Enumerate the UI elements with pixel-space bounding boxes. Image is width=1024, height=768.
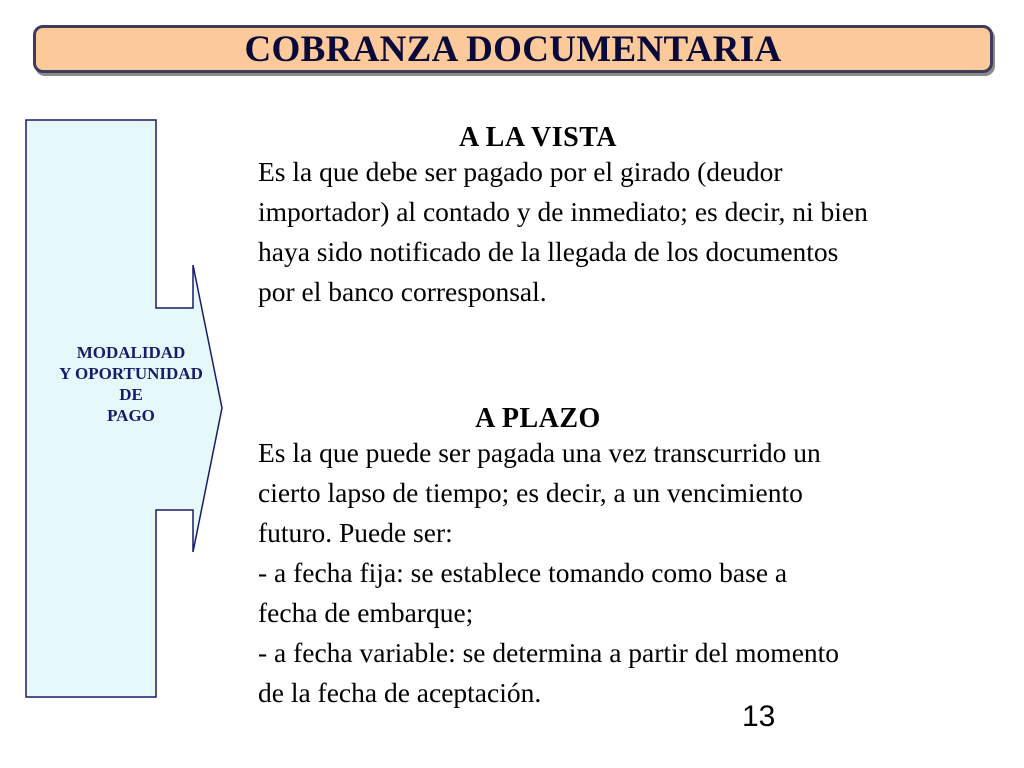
section-body (258, 152, 1018, 312)
modality-label-line: PAGO (107, 406, 155, 425)
section-heading: A PLAZO (475, 403, 601, 434)
body-line: Es la que debe ser pagado por el girado (deudor (258, 156, 783, 187)
body-line: - a fecha fija: se establece tomando como base a (258, 557, 788, 588)
body-line: haya sido notificado de la llegada de los documentos (258, 236, 839, 267)
modality-label-line: DE (119, 385, 143, 404)
body-line: cierto lapso de tiempo; es decir, a un vencimiento (258, 477, 803, 508)
body-line: - a fecha variable: se determina a partir del momento (258, 637, 840, 668)
body-line: de la fecha de aceptación. (258, 677, 542, 708)
body-line: Es la que puede ser pagada una vez transcurrido un (258, 437, 821, 468)
body-line: futuro. Puede ser: (258, 517, 453, 548)
section-a-plazo (258, 403, 1018, 713)
page-number: 13 (742, 700, 776, 733)
page-title: COBRANZA DOCUMENTARIA (244, 28, 782, 70)
body-line: fecha de embarque; (258, 597, 474, 628)
body-line: por el banco corresponsal. (258, 276, 547, 307)
section-body (258, 433, 1018, 713)
modality-label-line: MODALIDAD (76, 343, 186, 362)
body-line: importador) al contado y de inmediato; es decir, ni bien (258, 196, 868, 227)
section-heading: A LA VISTA (458, 122, 618, 153)
section-a-la-vista (258, 122, 1018, 312)
modality-label-line: Y OPORTUNIDAD (59, 364, 203, 383)
